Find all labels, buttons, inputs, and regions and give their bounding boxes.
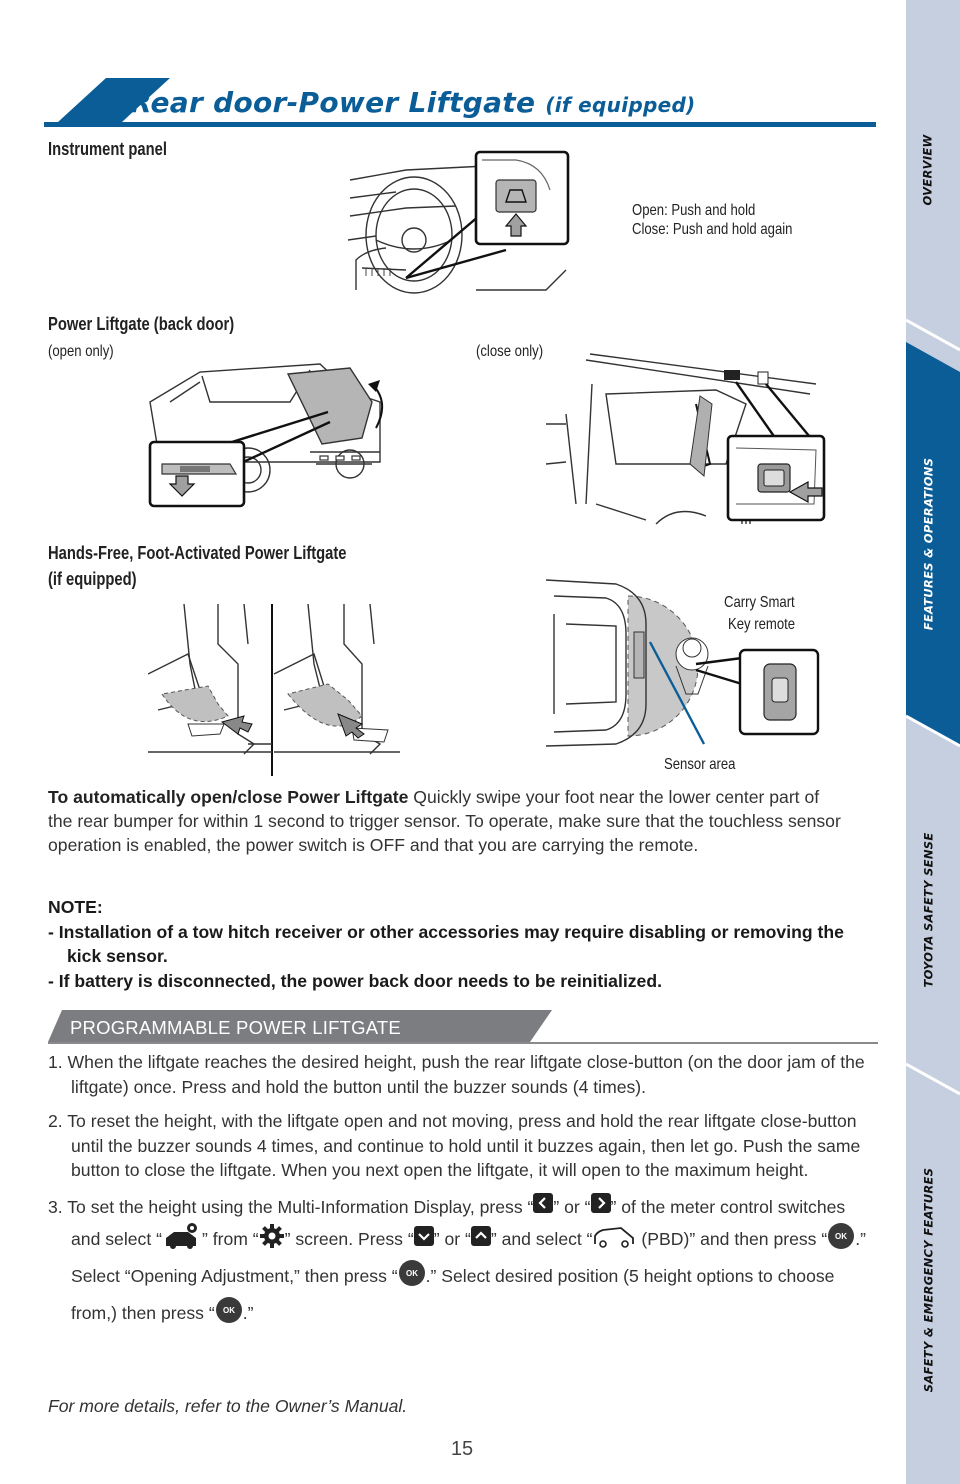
instrument-panel-label: Instrument panel [48, 139, 167, 159]
instrument-panel-caption-close: Close: Push and hold again [632, 221, 793, 238]
power-liftgate-label: Power Liftgate (back door) [48, 314, 235, 334]
chevron-down-icon [414, 1226, 434, 1255]
svg-text:OK: OK [222, 1306, 235, 1316]
sensor-area-illustration [546, 574, 846, 754]
power-back-door-icon [593, 1224, 637, 1257]
step-1: 1. When the liftgate reaches the desired height, push the rear liftgate close-button (on the door jam of the liftgate) once. Press and hold the button until the buzzer sounds (4 times). [48, 1052, 865, 1097]
programmable-liftgate-banner [48, 1010, 878, 1046]
carry-key-caption-line2: Key remote [728, 616, 796, 633]
note-heading: NOTE: [48, 897, 103, 917]
step-2: 2. To reset the height, with the liftgate open and not moving, press and hold the rear liftgate close-button until the buzzer sounds 4 times, and continue to hold until it buzzes again, then let go. Push the same button to close the liftgate. When you next open the liftgate, it will open to the maximum height. [48, 1111, 861, 1180]
ok-button-icon [827, 1222, 855, 1259]
ok-button-icon [215, 1296, 243, 1333]
liftgate-interior-illustration [546, 344, 836, 534]
tab-overview[interactable]: OVERVIEW [921, 134, 936, 206]
page-header [44, 78, 876, 130]
side-navigation [906, 0, 960, 1484]
instrument-panel-caption-open: Open: Push and hold [632, 202, 756, 219]
chevron-left-icon [533, 1193, 553, 1222]
page-title: Rear door-Power Liftgate (if equipped) [130, 86, 696, 119]
foot-kick-illustration [148, 604, 400, 776]
close-only-caption: (close only) [476, 343, 544, 360]
programmable-steps [48, 1050, 878, 1343]
tab-safety-emergency[interactable]: SAFETY & EMERGENCY FEATURES [921, 1167, 935, 1393]
gear-icon [259, 1223, 285, 1258]
page-number: 15 [450, 1438, 474, 1460]
note-block [48, 895, 878, 993]
ok-button-icon [398, 1259, 426, 1296]
tab-toyota-safety-sense[interactable]: TOYOTA SAFETY SENSE [921, 832, 936, 988]
hands-free-label-line2: (if equipped) [48, 569, 137, 589]
step-3: 3. To set the height using the Multi-Information Display, press “ ” or “ ” of the meter control switches and select “ ” from “ ” screen. Press “ ” or “ ” and select “ (PBD)” and then press “ OK .” Select “Opening Adjustment,” then press “ OK .” Select desired position (5 height options to choose from,) then press “ OK .” [48, 1193, 878, 1334]
svg-text:OK: OK [835, 1232, 848, 1242]
instrument-panel-illustration [346, 140, 586, 300]
carry-key-caption-line1: Carry Smart [724, 594, 795, 611]
note-item: - If battery is disconnected, the power back door needs to be reinitialized. [48, 970, 662, 991]
note-item: - Installation of a tow hitch receiver or other accessories may require disabling or removing the kick sensor. [48, 921, 844, 966]
chevron-right-icon [591, 1193, 611, 1222]
auto-open-close-heading: To automatically open/close Power Liftgate [48, 787, 409, 807]
tab-features-operations[interactable]: FEATURES & OPERATIONS [921, 457, 936, 631]
sensor-area-caption: Sensor area [664, 756, 736, 773]
vehicle-settings-icon [162, 1222, 202, 1259]
open-only-caption: (open only) [48, 343, 114, 360]
owners-manual-note: For more details, refer to the Owner’s Manual. [48, 1396, 408, 1416]
auto-open-close-paragraph [48, 785, 848, 857]
svg-text:OK: OK [405, 1269, 418, 1279]
hands-free-label-line1: Hands-Free, Foot-Activated Power Liftgate [48, 543, 347, 563]
programmable-liftgate-title: PROGRAMMABLE POWER LIFTGATE [70, 1017, 401, 1038]
chevron-up-icon [471, 1226, 491, 1255]
liftgate-exterior-illustration [140, 352, 400, 512]
auto-open-close-text: Quickly swipe your foot near the lower center part of the rear bumper for within 1 second to trigger sensor. To operate, make sure that the touchless sensor operation is enabled, the power switch is OFF and that you are carrying the remote. [48, 787, 841, 855]
